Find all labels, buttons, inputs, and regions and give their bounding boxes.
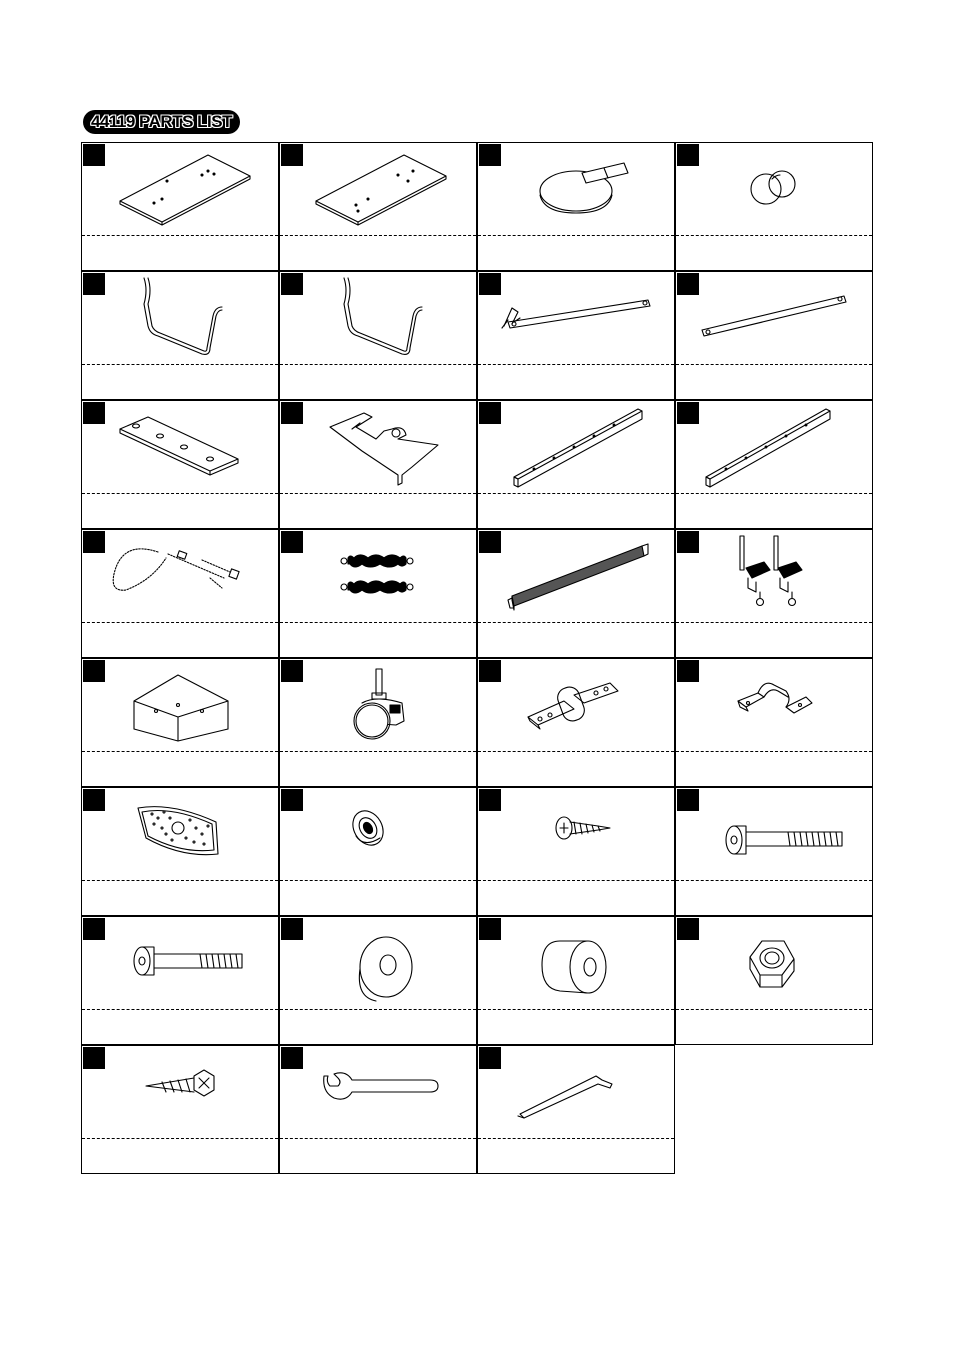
part-divider: [82, 493, 278, 494]
caster-wheel-icon: [280, 659, 478, 751]
perforated-plate-icon: [82, 401, 280, 493]
u-shaped-rod-icon: [82, 272, 280, 364]
part-divider: [478, 493, 674, 494]
part-divider: [676, 751, 872, 752]
parts-list-title: 44119 PARTS LIST: [91, 112, 232, 131]
washer-icon: [280, 917, 478, 1009]
part-cell: [675, 658, 873, 787]
hex-nut-icon: [676, 917, 874, 1009]
part-cell: [279, 916, 477, 1045]
knob-icon: [676, 143, 874, 235]
part-cell: [675, 787, 873, 916]
part-divider: [676, 235, 872, 236]
long-bolt-icon: [676, 788, 874, 880]
spacer-icon: [478, 917, 676, 1009]
part-cell: [477, 916, 675, 1045]
part-divider: [280, 364, 476, 365]
part-divider: [676, 880, 872, 881]
part-divider: [280, 622, 476, 623]
part-divider: [676, 1009, 872, 1010]
part-divider: [82, 880, 278, 881]
rectangular-board-icon: [82, 143, 280, 235]
part-divider: [82, 622, 278, 623]
parts-list-title-badge: [83, 110, 240, 134]
part-divider: [280, 880, 476, 881]
part-divider: [478, 235, 674, 236]
part-divider: [280, 751, 476, 752]
part-cell: [675, 142, 873, 271]
corner-bracket-icon: [82, 659, 280, 751]
part-cell: [477, 658, 675, 787]
part-cell: [477, 787, 675, 916]
part-divider: [82, 1009, 278, 1010]
short-strap-icon: [280, 530, 478, 622]
latch-bracket-icon: [280, 401, 478, 493]
part-divider: [82, 364, 278, 365]
part-cell: [81, 1045, 279, 1174]
u-shaped-rod-icon: [280, 272, 478, 364]
part-divider: [676, 364, 872, 365]
clamp-clip-icon: [676, 530, 874, 622]
bolt-icon: [82, 917, 280, 1009]
omega-bracket-icon: [676, 659, 874, 751]
long-arm-bar-icon: [478, 272, 676, 364]
part-cell: [477, 529, 675, 658]
part-cell: [81, 916, 279, 1045]
screw-icon: [478, 788, 676, 880]
part-cell: [81, 787, 279, 916]
part-cell: [81, 142, 279, 271]
connecting-bar-icon: [676, 272, 874, 364]
part-divider: [280, 1138, 476, 1139]
part-divider: [676, 493, 872, 494]
round-caster-plate-icon: [478, 143, 676, 235]
part-divider: [280, 1009, 476, 1010]
part-divider: [478, 751, 674, 752]
part-divider: [82, 235, 278, 236]
wood-screw-icon: [82, 1046, 280, 1138]
part-cell: [279, 400, 477, 529]
part-divider: [82, 1138, 278, 1139]
mesh-strip-icon: [478, 530, 676, 622]
part-cell: [279, 787, 477, 916]
part-cell: [279, 1045, 477, 1174]
part-cell: [477, 142, 675, 271]
part-cell: [675, 916, 873, 1045]
part-cell: [81, 658, 279, 787]
part-divider: [478, 880, 674, 881]
part-divider: [280, 493, 476, 494]
part-cell: [279, 142, 477, 271]
part-cell: [81, 400, 279, 529]
part-divider: [676, 622, 872, 623]
allen-key-icon: [478, 1046, 676, 1138]
angle-rail-icon: [676, 401, 874, 493]
hinge-icon: [478, 659, 676, 751]
part-cell: [675, 529, 873, 658]
part-cell: [675, 271, 873, 400]
part-cell: [477, 400, 675, 529]
part-divider: [478, 364, 674, 365]
badge-plate-icon: [82, 788, 280, 880]
part-cell: [477, 1045, 675, 1174]
part-divider: [280, 235, 476, 236]
part-divider: [478, 622, 674, 623]
part-divider: [478, 1009, 674, 1010]
part-cell: [81, 529, 279, 658]
part-cell: [675, 400, 873, 529]
part-divider: [478, 1138, 674, 1139]
angle-rail-icon: [478, 401, 676, 493]
part-cell: [279, 529, 477, 658]
rectangular-board-icon: [280, 143, 478, 235]
grommet-icon: [280, 788, 478, 880]
wrench-icon: [280, 1046, 478, 1138]
part-divider: [82, 751, 278, 752]
part-cell: [81, 271, 279, 400]
strap-with-buckle-icon: [82, 530, 280, 622]
part-cell: [279, 271, 477, 400]
part-cell: [279, 658, 477, 787]
part-cell: [477, 271, 675, 400]
